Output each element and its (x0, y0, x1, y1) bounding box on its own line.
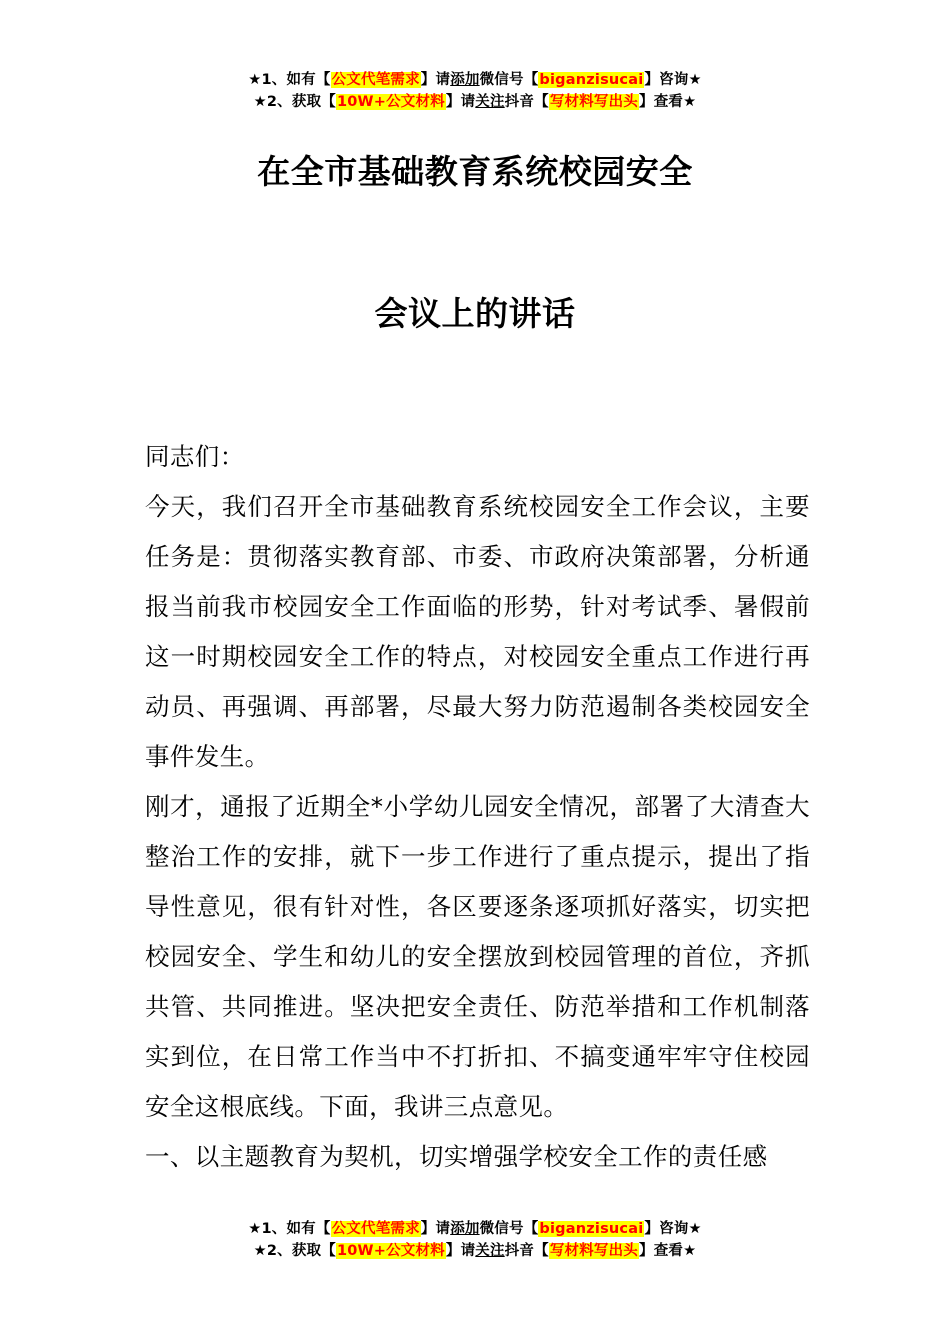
footer-banner (0, 1218, 950, 1262)
header-banner (0, 69, 950, 113)
highlight-wechat-id: biganzisucai (539, 72, 644, 88)
banner-line-2: ★2、获取【10W+公文材料】请关注抖音【写材料写出头】查看★ (253, 94, 697, 110)
paragraph-1: 今天，我们召开全市基础教育系统校园安全工作会议，主要任务是：贯彻落实教育部、市委、市政府决策部署，分析通报当前我市校园安全工作面临的形势，针对考试季、暑假前这一时期校园安全工作的特点，对校园安全重点工作进行再动员、再强调、再部署，尽最大努力防范遏制各类校园安全事件发生。 (145, 492, 810, 771)
paragraph-2: 刚才，通报了近期全*小学幼儿园安全情况，部署了大清查大整治工作的安排，就下一步工作进行了重点提示，提出了指导性意见，很有针对性，各区要逐条逐项抓好落实，切实把校园安全、学生和幼儿的安全摆放到校园管理的首位，齐抓共管、共同推进。坚决把安全责任、防范举措和工作机制落实到位，在日常工作当中不打折扣、不搞变通牢牢守住校园安全这根底线。下面，我讲三点意见。 (145, 792, 810, 1121)
banner-line-1: ★1、如有【公文代笔需求】请添加微信号【biganzisucai】咨询★ (248, 72, 702, 88)
footer-line-1: ★1、如有【公文代笔需求】请添加微信号【biganzisucai】咨询★ (248, 1221, 702, 1237)
document-body (145, 432, 810, 1182)
highlight-service: 公文代笔需求 (331, 1221, 420, 1237)
section-heading-1: 一、以主题教育为契机，切实增强学校安全工作的责任感 (145, 1142, 768, 1171)
document-title-line-2: 会议上的讲话 (374, 294, 576, 333)
document-title-line-1: 在全市基础教育系统校园安全 (257, 152, 693, 191)
highlight-materials: 10W+公文材料 (336, 1243, 445, 1259)
highlight-wechat-id: biganzisucai (539, 1221, 644, 1237)
highlight-douyin: 写材料写出头 (549, 94, 639, 110)
highlight-douyin: 写材料写出头 (549, 1243, 639, 1259)
footer-line-2: ★2、获取【10W+公文材料】请关注抖音【写材料写出头】查看★ (253, 1243, 697, 1259)
highlight-materials: 10W+公文材料 (336, 94, 445, 110)
highlight-service: 公文代笔需求 (331, 72, 420, 88)
greeting: 同志们： (145, 442, 245, 471)
